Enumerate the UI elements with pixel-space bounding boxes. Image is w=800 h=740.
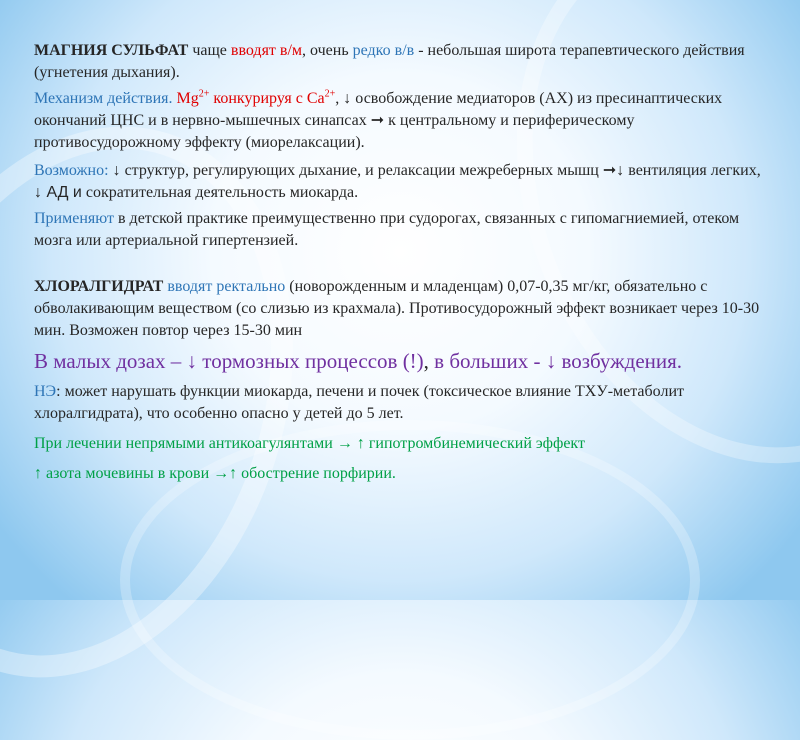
route-rectal: вводят ректально — [163, 278, 286, 295]
blood-pressure-note: ↓ АД и — [34, 184, 82, 201]
paragraph-dose-effects: В малых дозах – ↓ тормозных процессов (!), в больших - ↓ возбуждения. — [34, 349, 683, 373]
route-im: вводят в/м — [230, 42, 303, 59]
drug-title-magnesium-sulfate: МАГНИЯ СУЛЬФАТ — [34, 42, 189, 59]
paragraph-side-effects: НЭ: может нарушать функции миокарда, печени и почек (токсическое влияние ТХУ-метаболит хлоралгидрата), что особенно опасно у детей до 5 лет. — [34, 383, 684, 422]
paragraph-possible-effects: Возможно: ↓ структур, регулирующих дыхание, и релаксации межреберных мышц ➞↓ вентиляция легких, ↓ АД и сократительная деятельность миокарда. — [34, 162, 761, 201]
side-effects-label: НЭ — [34, 383, 57, 400]
route-iv: редко в/в — [352, 42, 415, 59]
mg-ion: $Mg^{2+}$ конкурируя с $Ca^{2+}$ — [176, 88, 336, 107]
paragraph-porphyria: ↑ азота мочевины в крови →↑ обострение порфирии. — [34, 465, 396, 482]
drug-title-chloral-hydrate: ХЛОРАЛГИДРАТ — [34, 278, 164, 295]
indications-label: Применяют — [34, 210, 114, 227]
paragraph-magnesium-sulfate: МАГНИЯ СУЛЬФАТ чаще вводят в/м, очень редко в/в - небольшая широта терапевтического действия (угнетения дыхания). — [34, 42, 745, 81]
slide-body — [34, 40, 769, 485]
paragraph-indications: Применяют в детской практике преимущественно при судорогах, связанных с гипомагниемией, отеком мозга или артериальной гипертензией. — [34, 210, 740, 249]
possible-label: Возможно: — [34, 162, 109, 179]
paragraph-mechanism: Механизм действия. $Mg^{2+}$ конкурируя с $Ca^{2+}$, ↓ освобождение медиаторов (АХ) из пресинаптических окончаний ЦНС и в нервно-мышечных синапсах ➞ к центральному и периферическому противосудорожному эффекту (миорелаксации). — [34, 88, 723, 151]
paragraph-anticoagulants: При лечении непрямыми антикоагулянтами → ↑ гипотромбинемический эффект — [34, 435, 585, 452]
mechanism-label: Механизм действия. — [34, 90, 173, 107]
paragraph-chloral-hydrate: ХЛОРАЛГИДРАТ вводят ректально (новорожденным и младенцам) 0,07-0,35 мг/кг, обязательно с обволакивающим веществом (со слизью из крахмала). Противосудорожный эффект возникает через 10-30 мин. Возможен повтор через 15-30 мин — [34, 278, 760, 339]
